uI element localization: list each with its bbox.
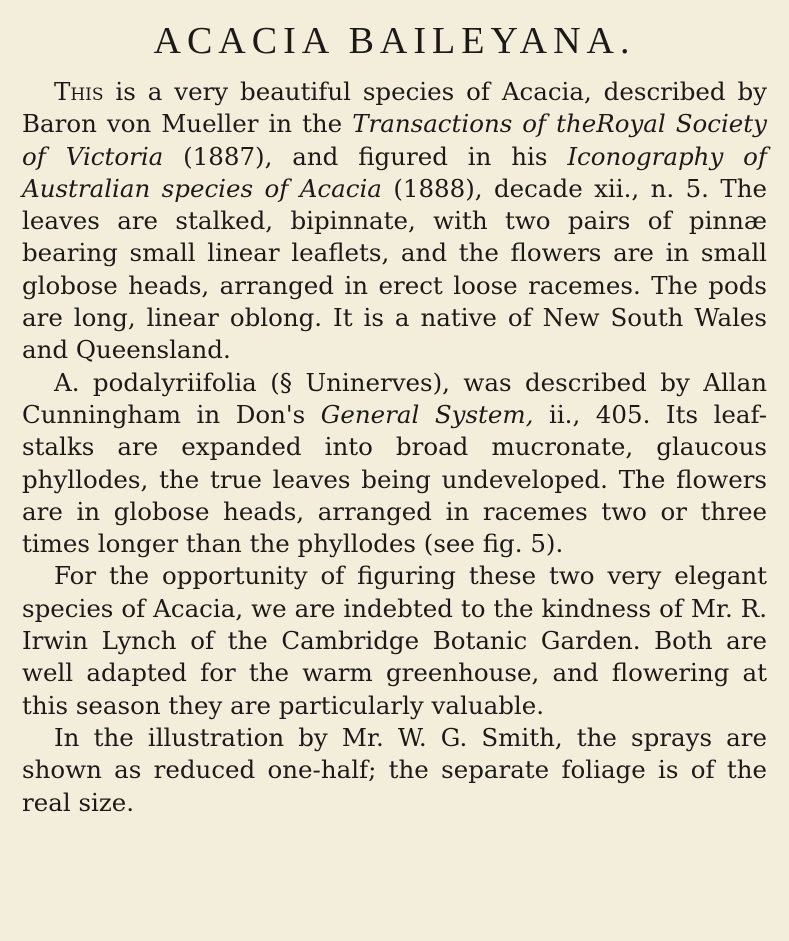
article-title: ACACIA BAILEYANA. bbox=[153, 20, 636, 62]
reference-title: General System, bbox=[320, 399, 534, 429]
paragraph-1-text-c: (1888), decade xii., n. 5. The leaves are stalked, bipinnate, with two pairs of pinnæ bearing small linear leaflets, and the flowers are in small globose heads, arranged in erect loose racemes. The pods are long, linear oblong. It is a native of New South Wales and Queensland. bbox=[22, 173, 767, 365]
paragraph-1 bbox=[22, 76, 767, 367]
paragraph-2-text-a: A. podalyriifolia (§ Uninerves), was described by Allan Cunningham in Don's bbox=[22, 367, 767, 429]
journal-title: Transactions of theRoyal Society of Victoria bbox=[22, 109, 767, 171]
paragraph-1-text-b: (1887), and figured in his bbox=[163, 141, 568, 171]
book-title: Iconography of Australian species of Acacia bbox=[22, 141, 767, 203]
paragraph-2-text-b: ii., 405. Its leaf-stalks are expanded into broad mucronate, glaucous phyllodes, the true leaves being undeveloped. The flowers are in globose heads, arranged in racemes two or three times longer than the phyllodes (see fig. 5). bbox=[22, 399, 767, 559]
paragraph-4: In the illustration by Mr. W. G. Smith, the sprays are shown as reduced one-half; the separate foliage is of the real size. bbox=[22, 722, 767, 817]
paragraph-3: For the opportunity of figuring these two very elegant species of Acacia, we are indebted to the kindness of Mr. R. Irwin Lynch of the Cambridge Botanic Garden. Both are well adapted for the warm greenhouse, and flowering at this season they are particularly valuable. bbox=[22, 561, 767, 720]
paragraph-opening-word: This bbox=[54, 77, 104, 106]
paragraph-1-text-a: is a very beautiful species of Acacia, described by Baron von Mueller in the bbox=[22, 77, 767, 139]
paragraph-2 bbox=[22, 367, 767, 561]
